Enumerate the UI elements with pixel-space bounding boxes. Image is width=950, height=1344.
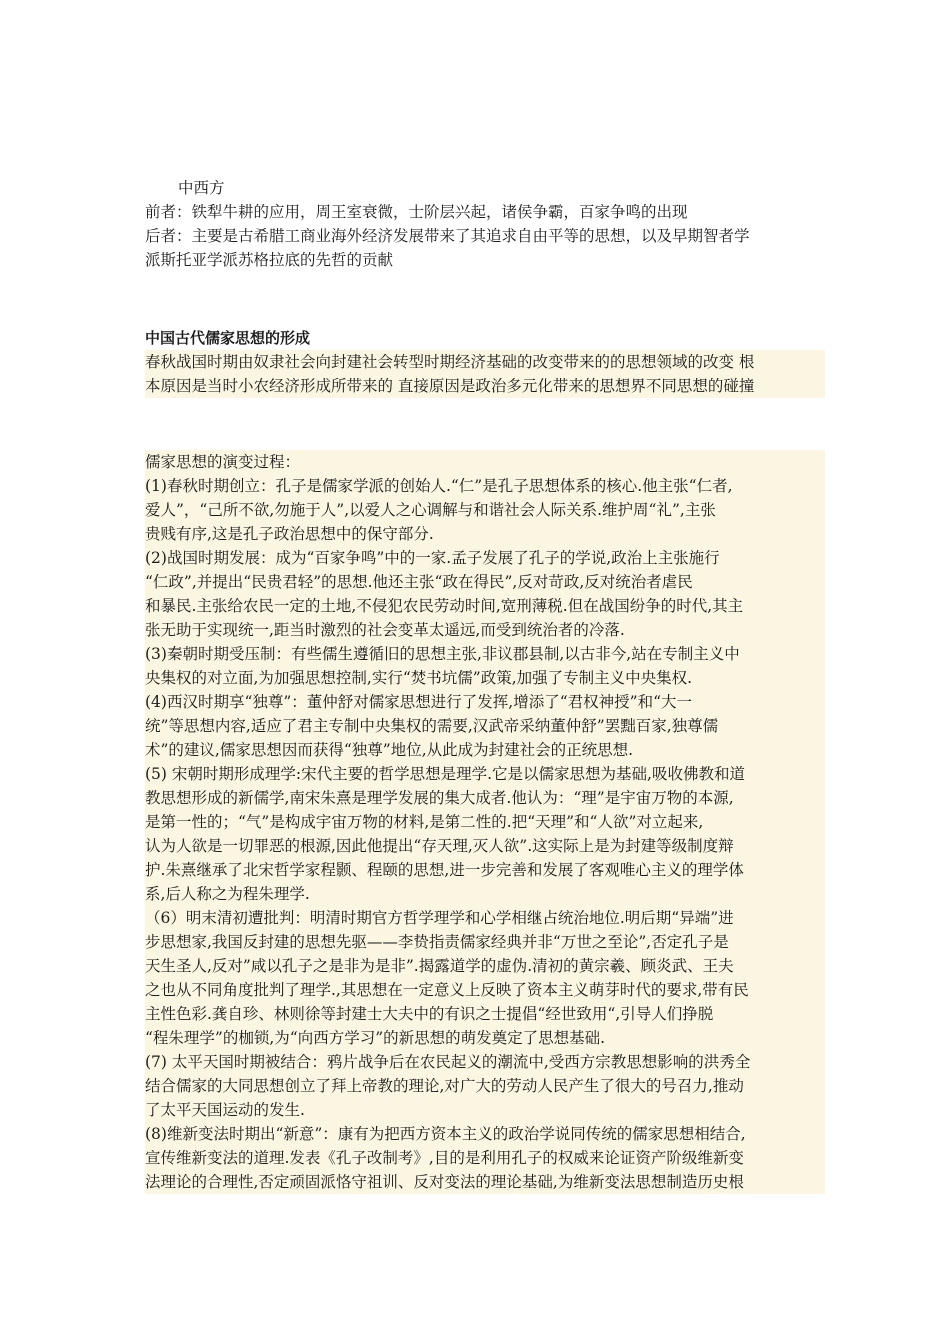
evolution-line: 天生圣人,反对”咸以孔子之是非为是非”.揭露道学的虚伪.清初的黄宗羲、顾炎武、王夫 bbox=[145, 954, 825, 978]
evolution-line: 法理论的合理性,否定顽固派恪守祖训、反对变法的理论基础,为维新变法思想制造历史根 bbox=[145, 1170, 825, 1194]
evolution-line: 宣传维新变法的道理.发表《孔子改制考》,目的是利用孔子的权威来论证资产阶级维新变 bbox=[145, 1146, 825, 1170]
evolution-line: 步思想家,我国反封建的思想先驱——李贽指责儒家经典并非“万世之至论”,否定孔子是 bbox=[145, 930, 825, 954]
section-line: 本原因是当时小农经济形成所带来的 直接原因是政治多元化带来的思想界不同思想的碰撞 bbox=[145, 374, 825, 398]
evolution-line: 统”等思想内容,适应了君主专制中央集权的需要,汉武帝采纳董仲舒”罢黜百家,独尊儒 bbox=[145, 714, 825, 738]
evolution-line: 结合儒家的大同思想创立了拜上帝教的理论,对广大的劳动人民产生了很大的号召力,推动 bbox=[145, 1074, 825, 1098]
intro-line: 前者：铁犁牛耕的应用，周王室衰微，士阶层兴起，诸侯争霸，百家争鸣的出现 bbox=[145, 203, 688, 221]
intro-line: 派斯托亚学派苏格拉底的先哲的贡献 bbox=[145, 251, 394, 269]
section-block bbox=[145, 326, 825, 398]
evolution-line: 护.朱熹继承了北宋哲学家程颢、程颐的思想,进一步完善和发展了客观唯心主义的理学体 bbox=[145, 858, 825, 882]
evolution-line: 张无助于实现统一,距当时激烈的社会变革太遥远,而受到统治者的冷落. bbox=[145, 618, 825, 642]
evolution-line: 认为人欲是一切罪恶的根源,因此他提出“存天理,灭人欲”.这实际上是为封建等级制度辩 bbox=[145, 834, 825, 858]
evolution-line: “仁政”,并提出“民贵君轻”的思想.他还主张“政在得民”,反对苛政,反对统治者虐民 bbox=[145, 570, 825, 594]
evolution-line: 之也从不同角度批判了理学.,其思想在一定意义上反映了资本主义萌芽时代的要求,带有民 bbox=[145, 978, 825, 1002]
evolution-line: 是第一性的；“气”是构成宇宙万物的材料,是第二性的.把“天理”和“人欲”对立起来, bbox=[145, 810, 825, 834]
evolution-line: 了太平天国运动的发生. bbox=[145, 1098, 825, 1122]
evolution-line: 贵贱有序,这是孔子政治思想中的保守部分. bbox=[145, 522, 825, 546]
evolution-line: 爱人”，“己所不欲,勿施于人”,以爱人之心调解与和谐社会人际关系.维护周“礼”,主张 bbox=[145, 498, 825, 522]
evolution-line: (1)春秋时期创立：孔子是儒家学派的创始人.“仁”是孔子思想体系的核心.他主张“仁者, bbox=[145, 474, 825, 498]
intro-line: 后者：主要是古希腊工商业海外经济发展带来了其追求自由平等的思想，以及早期智者学 bbox=[145, 227, 750, 245]
evolution-line: (4)西汉时期享“独尊”：董仲舒对儒家思想进行了发挥,增添了“君权神授”和“大一 bbox=[145, 690, 825, 714]
evolution-line: (8)维新变法时期出“新意”：康有为把西方资本主义的政治学说同传统的儒家思想相结合, bbox=[145, 1122, 825, 1146]
section-line: 春秋战国时期由奴隶社会向封建社会转型时期经济基础的改变带来的的思想领域的改变 根 bbox=[145, 350, 825, 374]
evolution-line: (3)秦朝时期受压制：有些儒生遵循旧的思想主张,非议郡县制,以古非今,站在专制主义中 bbox=[145, 642, 825, 666]
evolution-line: “程朱理学”的枷锁,为“向西方学习”的新思想的萌发奠定了思想基础. bbox=[145, 1026, 825, 1050]
evolution-line: 术”的建议,儒家思想因而获得“独尊”地位,从此成为封建社会的正统思想. bbox=[145, 738, 825, 762]
evolution-line: 和暴民.主张给农民一定的土地,不侵犯农民劳动时间,宽刑薄税.但在战国纷争的时代,其主 bbox=[145, 594, 825, 618]
intro-title: 中西方 bbox=[178, 179, 225, 197]
evolution-line: (2)战国时期发展：成为“百家争鸣”中的一家.孟子发展了孔子的学说,政治上主张施行 bbox=[145, 546, 825, 570]
intro-block bbox=[145, 176, 825, 272]
evolution-line: (5) 宋朝时期形成理学:宋代主要的哲学思想是理学.它是以儒家思想为基础,吸收佛教和道 bbox=[145, 762, 825, 786]
evolution-line: 系,后人称之为程朱理学. bbox=[145, 882, 825, 906]
section-heading: 中国古代儒家思想的形成 bbox=[145, 329, 311, 347]
evolution-line: (7) 太平天国时期被结合：鸦片战争后在农民起义的潮流中,受西方宗教思想影响的洪秀全 bbox=[145, 1050, 825, 1074]
evolution-line: 主性色彩.龚自珍、林则徐等封建士大夫中的有识之士提倡“经世致用“,引导人们挣脱 bbox=[145, 1002, 825, 1026]
evolution-line: 教思想形成的新儒学,南宋朱熹是理学发展的集大成者.他认为：“理”是宇宙万物的本源, bbox=[145, 786, 825, 810]
evolution-block bbox=[145, 450, 825, 1194]
evolution-line: 央集权的对立面,为加强思想控制,实行“焚书坑儒”政策,加强了专制主义中央集权. bbox=[145, 666, 825, 690]
evolution-heading: 儒家思想的演变过程： bbox=[145, 450, 825, 474]
evolution-line: （6）明末清初遭批判：明清时期官方哲学理学和心学相继占统治地位.明后期“异端”进 bbox=[145, 906, 825, 930]
